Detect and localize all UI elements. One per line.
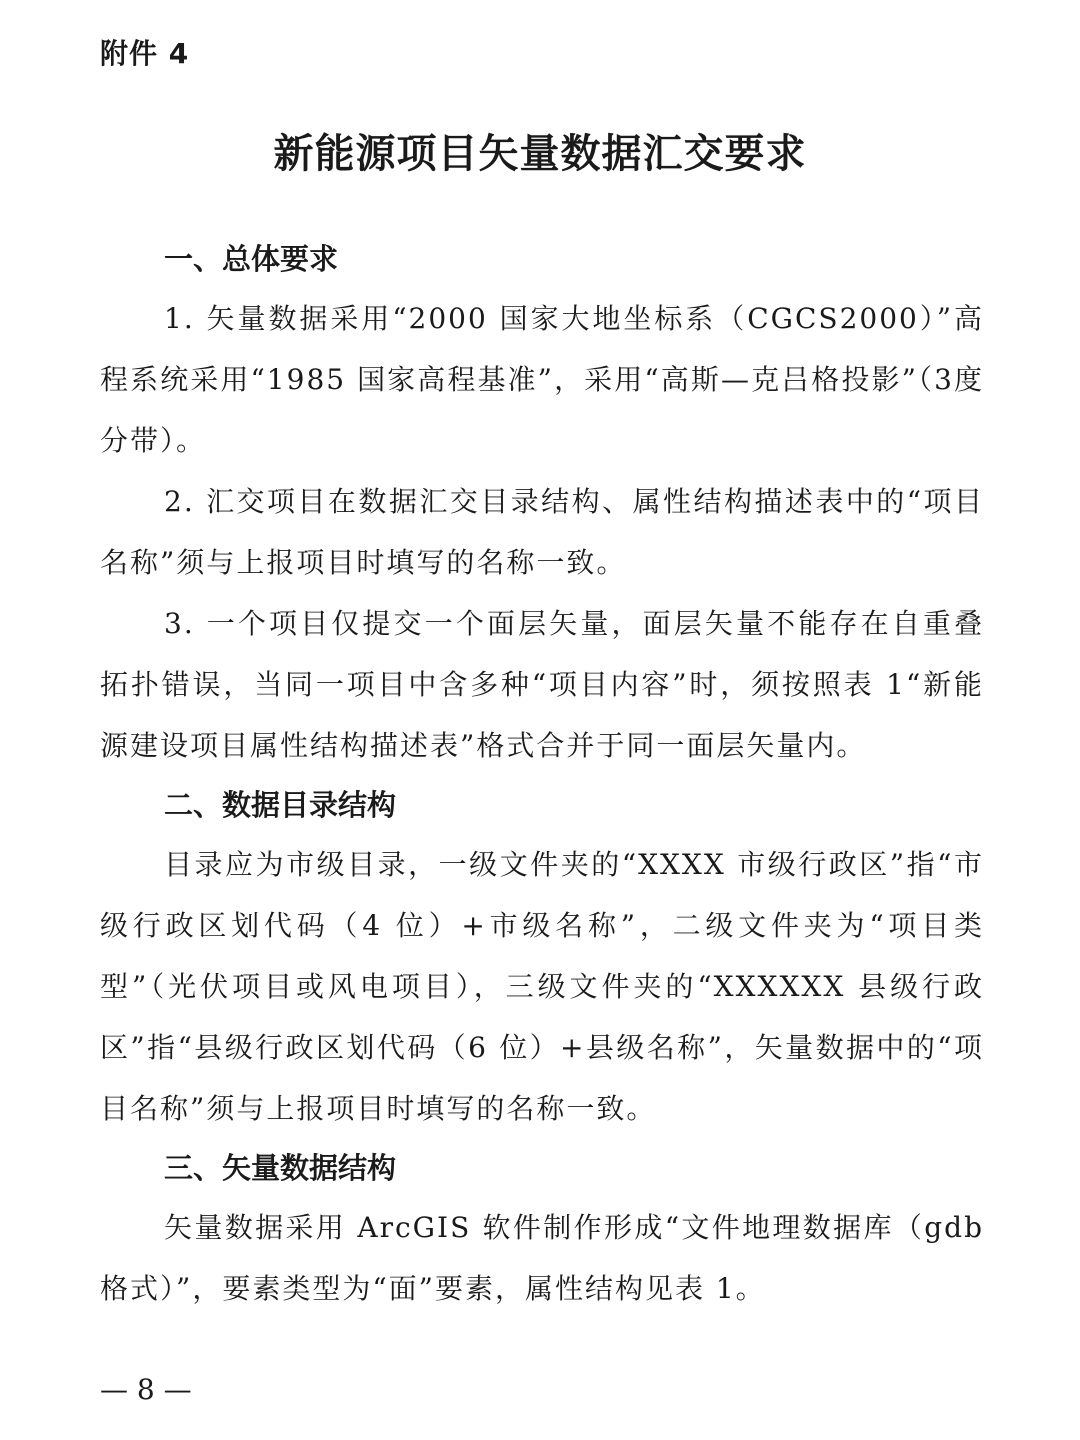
section-heading: 二、数据目录结构 (164, 788, 397, 822)
attachment-label: 附件 4 (100, 37, 190, 70)
section-heading: 三、矢量数据结构 (164, 1151, 397, 1185)
section-vector-data-structure (100, 1139, 984, 1319)
paragraph: 矢量数据采用 ArcGIS 软件制作形成“文件地理数据库（gdb格式）”，要素类型为“面”要素，属性结构见表 1。 (100, 1211, 984, 1305)
section-data-directory-structure (100, 776, 984, 1139)
section-general-requirements (100, 230, 984, 776)
paragraph: 2. 汇交项目在数据汇交目录结构、属性结构描述表中的“项目名称”须与上报项目时填写的名称一致。 (100, 485, 984, 579)
paragraph: 目录应为市级目录，一级文件夹的“XXXX 市级行政区”指“市级行政区划代码（4 位）+市级名称”，二级文件夹为“项目类型”（光伏项目或风电项目），三级文件夹的“XXXXXX 县级行政区”指“县级行政区划代码（6 位）+县级名称”，矢量数据中的“项目名称”须与上报项目时填写的名称一致。 (100, 848, 984, 1125)
document-title: 新能源项目矢量数据汇交要求 (273, 130, 807, 177)
page-number: — 8 — (100, 1373, 192, 1406)
section-heading: 一、总体要求 (164, 242, 339, 276)
document-body (100, 230, 984, 1319)
paragraph: 1. 矢量数据采用“2000 国家大地坐标系（CGCS2000）”高程系统采用“1985 国家高程基准”，采用“高斯—克吕格投影”（3度分带）。 (100, 302, 984, 457)
paragraph: 3. 一个项目仅提交一个面层矢量，面层矢量不能存在自重叠拓扑错误，当同一项目中含多种“项目内容”时，须按照表 1“新能源建设项目属性结构描述表”格式合并于同一面层矢量内。 (100, 607, 984, 762)
